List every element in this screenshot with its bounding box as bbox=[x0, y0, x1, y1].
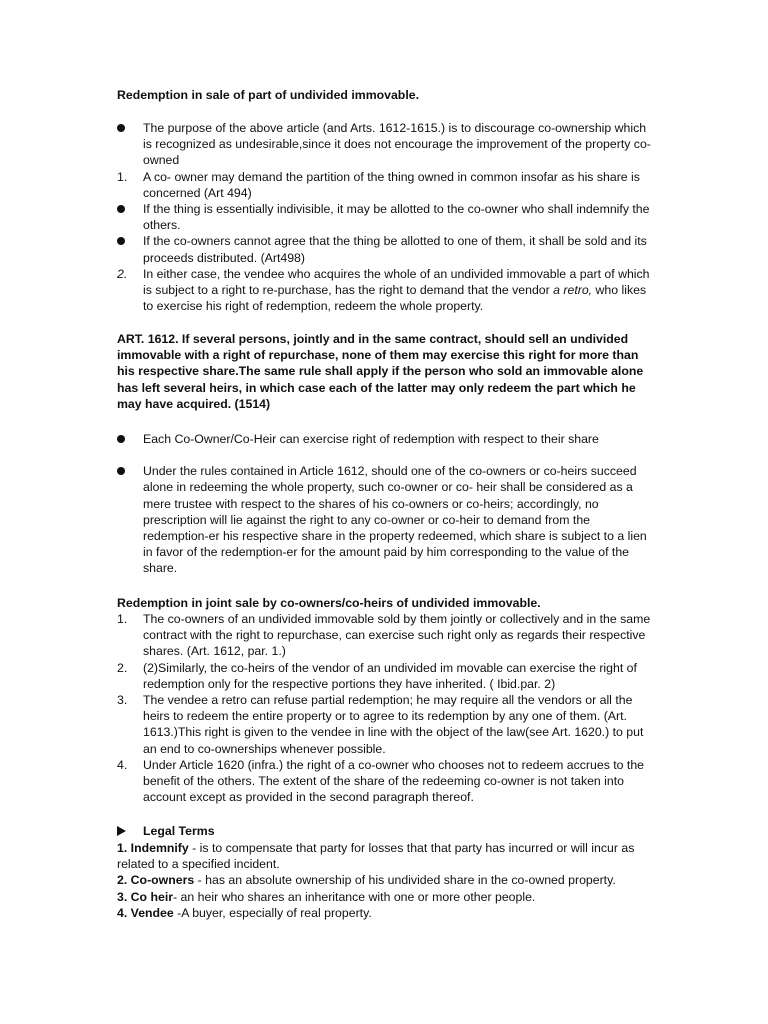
bullet-icon bbox=[117, 431, 139, 447]
section1-list bbox=[117, 120, 651, 314]
list-number: 1. bbox=[117, 169, 128, 184]
legal-terms-heading-row bbox=[117, 823, 651, 839]
list-number: 1. bbox=[117, 612, 128, 626]
list-item: 2. (2)Similarly, the co-heirs of the vendor of an undivided im movable can exercise the right of redemption only for the respective portions they have inherited. ( Ibid.par. 2) bbox=[117, 660, 637, 691]
bullet-icon bbox=[117, 463, 139, 479]
bullet-icon bbox=[117, 120, 139, 136]
list-item: Under the rules contained in Article 1612, should one of the co-owners or co-heirs succeed alone in redeeming the whole property, such co-owner or co- heir shall be considered as a mere trustee with respect to the shares of his co-owners or co-heirs; accordingly, no prescription will lie against the right to any co-owner or co-heir to demand from the redemption-er his respective share in the property redeemed, which share is subject to a lien in favor of the redemption-er for the amount paid by him corresponding to the value of the share. bbox=[117, 463, 651, 576]
list-item: If the co-owners cannot agree that the thing be allotted to one of them, it shall be sold and its proceeds distributed. (Art498) bbox=[117, 233, 651, 265]
list-number: 3. bbox=[117, 693, 128, 708]
legal-terms-heading: Legal Terms bbox=[143, 824, 215, 838]
term-item: 2. Co-owners - has an absolute ownership of his undivided share in the co-owned property. bbox=[117, 873, 616, 888]
bullet-icon bbox=[117, 233, 139, 249]
section3-heading: Redemption in joint sale by co-owners/co-heirs of undivided immovable. bbox=[117, 596, 541, 610]
bullet-icon bbox=[117, 201, 139, 217]
term-item: 3. Co heir- an heir who shares an inheritance with one or more other people. bbox=[117, 889, 536, 904]
list-item: 2. In either case, the vendee who acquires the whole of an undivided immovable a part of which is subject to a right to re-purchase, has the right to demand that the vendor a retro, who likes to exercise his right of redemption, redeem the whole property. bbox=[117, 266, 650, 314]
list-item: 3. The vendee a retro can refuse partial redemption; he may require all the vendors or all the heirs to redeem the entire property or to agree to its redemption by any one of them. (Art. 1613.)This right is given to the vendee in line with the object of the law(see Art. 1620.) to put an end to co-ownerships whenever possible. bbox=[117, 693, 644, 756]
section1-heading: Redemption in sale of part of undivided immovable. bbox=[117, 88, 419, 102]
list-item: The purpose of the above article (and Arts. 1612-1615.) is to discourage co-ownership which is recognized as undesirable,since it does not encourage the improvement of the property co-owned bbox=[117, 120, 651, 169]
article-1612-text: ART. 1612. If several persons, jointly and in the same contract, should sell an undivided immovable with a right of repurchase, none of them may exercise this right for more than his respective share.The same rule shall apply if the person who sold an immovable alone has left several heirs, in which case each of the latter may only redeem the part which he may have acquired. (1514) bbox=[117, 332, 644, 411]
term-item: 4. Vendee -A buyer, especially of real property. bbox=[117, 905, 372, 920]
list-item: 1. The co-owners of an undivided immovable sold by them jointly or collectively and in the same contract with the right to repurchase, can exercise such right only as regards their respective shares. (Art. 1612, par. 1.) bbox=[117, 612, 651, 659]
list-item: Each Co-Owner/Co-Heir can exercise right of redemption with respect to their share bbox=[117, 431, 651, 447]
list-item: 1. A co- owner may demand the partition of the thing owned in common insofar as his share is concerned (Art 494) bbox=[117, 169, 640, 200]
list-number: 2. bbox=[117, 660, 128, 675]
arrow-bullet-icon bbox=[117, 823, 139, 840]
list-item: 4. Under Article 1620 (infra.) the right of a co-owner who chooses not to redeem accrues to the benefit of the others. The extent of the share of the redeeming co-owner is not taken into account except as provided in the second paragraph thereof. bbox=[117, 757, 645, 805]
list-number: 2. bbox=[117, 266, 128, 281]
section2-list bbox=[117, 431, 651, 577]
list-number: 4. bbox=[117, 757, 128, 772]
section3-list bbox=[117, 611, 651, 805]
list-item: If the thing is essentially indivisible, it may be allotted to the co-owner who shall indemnify the others. bbox=[117, 201, 651, 233]
legal-terms-list bbox=[117, 840, 655, 921]
term-item: 1. Indemnify - is to compensate that party for losses that that party has incurred or will incur as related to a specified incident. bbox=[117, 841, 635, 872]
